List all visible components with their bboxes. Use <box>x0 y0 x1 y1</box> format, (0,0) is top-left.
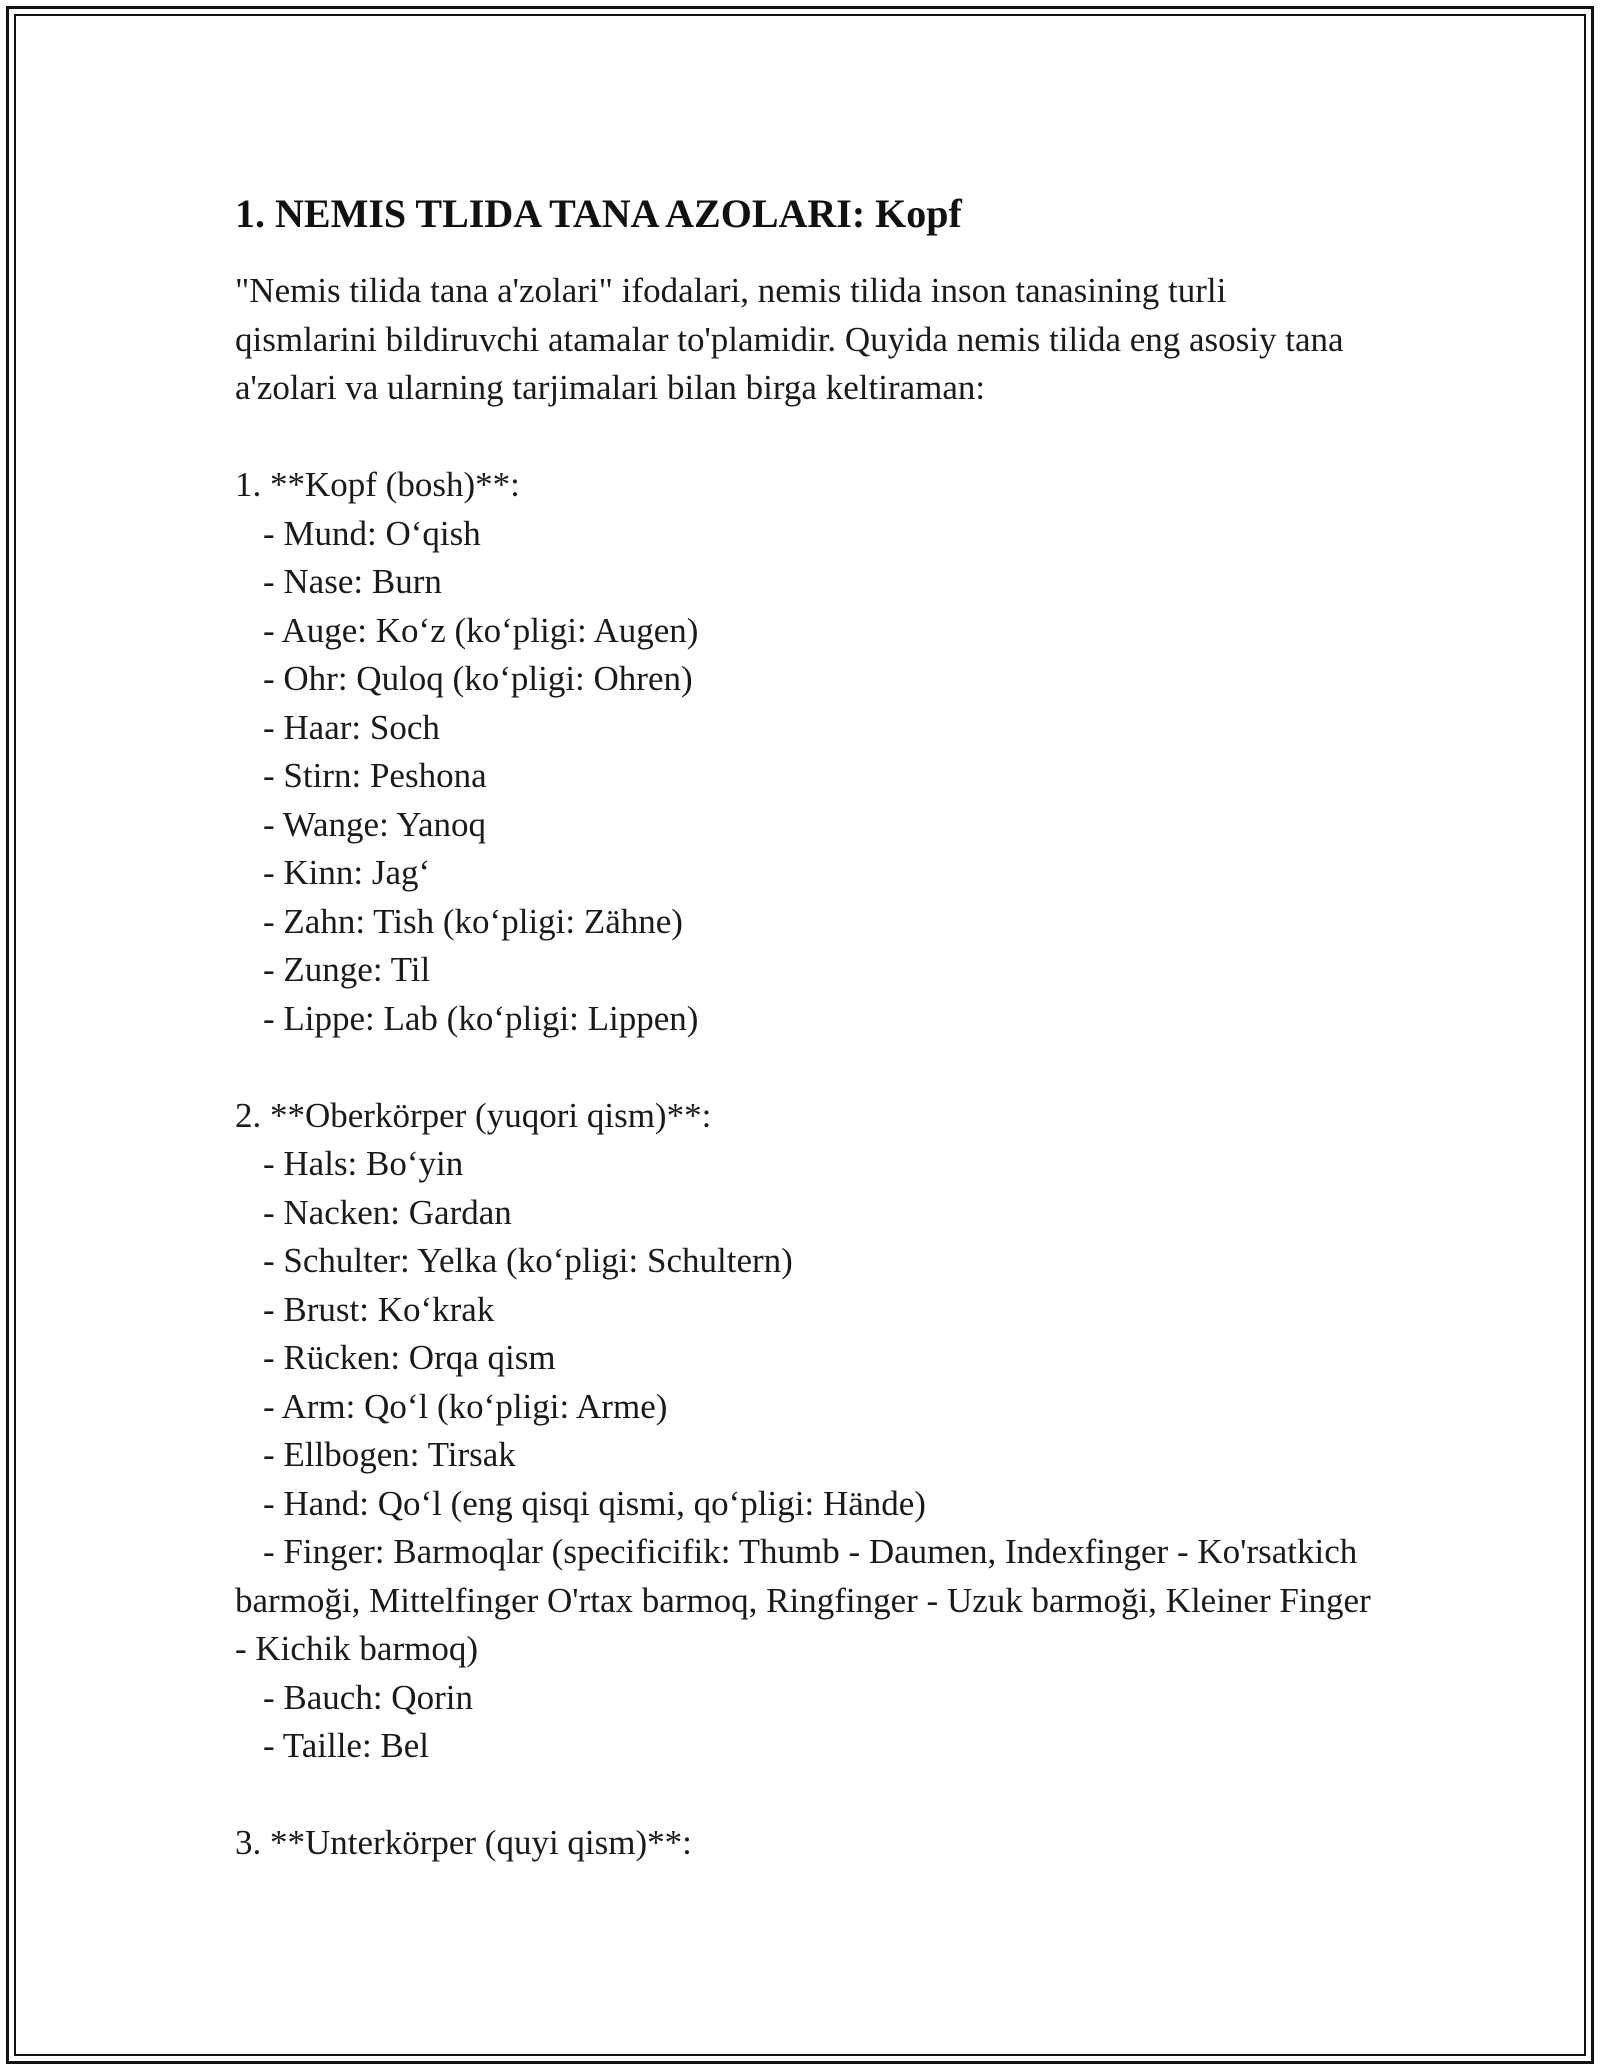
list-item: - Taille: Bel <box>263 1726 430 1765</box>
section-heading: 2. **Oberkörper (yuqori qism)**: <box>235 1095 712 1135</box>
list-item: - Brust: Ko‘krak <box>263 1289 495 1329</box>
section-kopf <box>235 461 1375 1043</box>
list-item: - Hals: Bo‘yin <box>263 1144 464 1183</box>
list-item: - Nacken: Gardan <box>263 1192 512 1232</box>
document-page <box>235 188 1380 1868</box>
list-item: - Arm: Qo‘l (ko‘pligi: Arme) <box>263 1386 668 1426</box>
list-item: - Kinn: Jag‘ <box>263 853 431 892</box>
intro-paragraph: "Nemis tilida tana a'zolari" ifodalari, nemis tilida inson tanasining turli qismlarini bildiruvchi atamalar to'plamidir. Quyida nemis tilida eng asosiy tana a'zolari va ularning tarjimalari bilan birga keltiraman: <box>235 271 1353 407</box>
list-item: - Haar: Soch <box>263 707 440 747</box>
list-item: - Zunge: Til <box>263 950 431 989</box>
list-item: - Schulter: Yelka (ko‘pligi: Schultern) <box>263 1241 793 1280</box>
list-item: - Stirn: Peshona <box>263 756 487 795</box>
list-item: - Lippe: Lab (ko‘pligi: Lippen) <box>263 998 699 1038</box>
list-item: - Rücken: Orqa qism <box>263 1338 556 1377</box>
section-heading: 3. **Unterkörper (quyi qism)**: <box>235 1823 692 1862</box>
list-item: - Ellbogen: Tirsak <box>263 1435 516 1474</box>
list-item: - Nase: Burn <box>263 562 442 601</box>
list-item: - Mund: O‘qish <box>263 513 481 553</box>
section-heading: 1. **Kopf (bosh)**: <box>235 465 520 504</box>
document-title: 1. NEMIS TLIDA TANA AZOLARI: Kopf <box>235 191 962 236</box>
list-item: - Ohr: Quloq (ko‘pligi: Ohren) <box>263 659 693 698</box>
list-item: - Auge: Ko‘z (ko‘pligi: Augen) <box>263 610 699 650</box>
list-item: - Hand: Qo‘l (eng qisqi qismi, qo‘pligi: Hände) <box>263 1483 926 1523</box>
list-item: - Finger: Barmoqlar (specificifik: Thumb - Daumen, Indexfinger - Ko'rsatkich barmoği, Mittelfinger O'rtax barmoq, Ringfinger - Uzuk barmoği, Kleiner Finger - Kichik barmoq) <box>235 1532 1380 1668</box>
section-oberkoerper <box>235 1092 1380 1771</box>
section-unterkoerper <box>235 1819 1375 1868</box>
list-item: - Wange: Yanoq <box>263 804 487 844</box>
list-item: - Bauch: Qorin <box>263 1677 473 1717</box>
list-item: - Zahn: Tish (ko‘pligi: Zähne) <box>263 901 683 941</box>
